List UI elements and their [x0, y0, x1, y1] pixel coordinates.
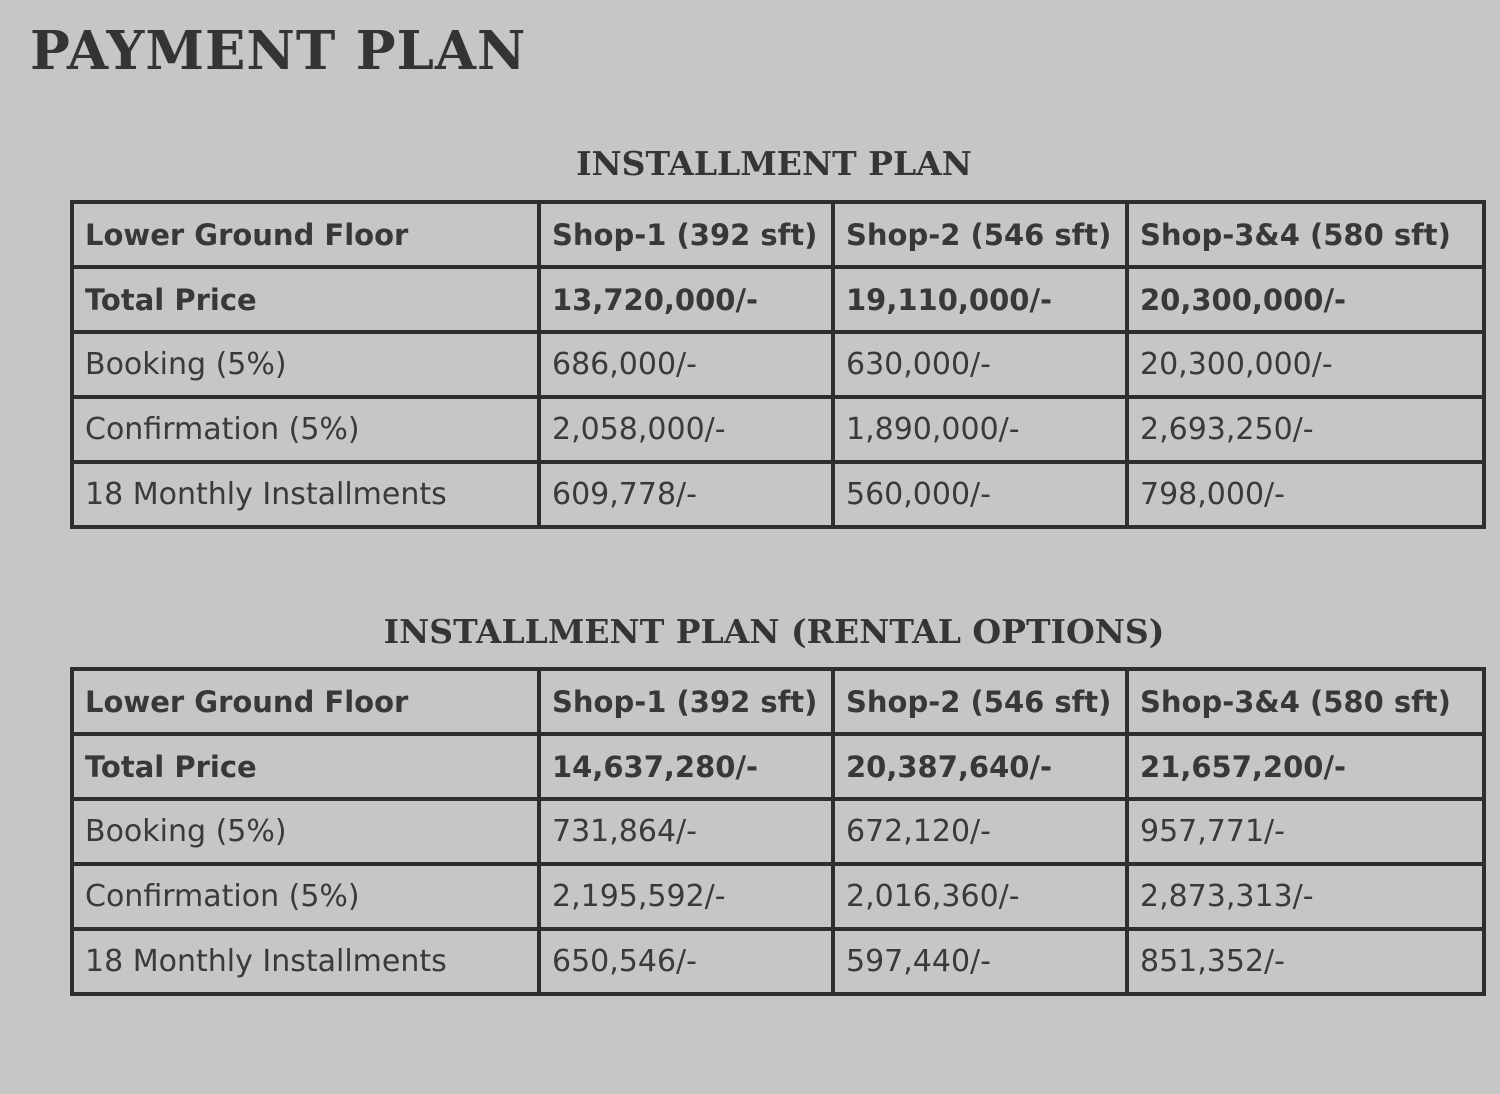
header-cell: Lower Ground Floor: [74, 671, 541, 736]
table-row: [74, 399, 1482, 464]
installment-plan-title: INSTALLMENT PLAN: [576, 144, 972, 183]
table-cell: 14,637,280/-: [541, 736, 835, 801]
rental-plan-title: INSTALLMENT PLAN (RENTAL OPTIONS): [383, 612, 1165, 651]
row-label: Booking (5%): [74, 801, 541, 866]
table-cell: 20,387,640/-: [835, 736, 1129, 801]
row-label: Confirmation (5%): [74, 866, 541, 931]
table-row: [74, 334, 1482, 399]
table-cell: 650,546/-: [541, 931, 835, 992]
table-cell: 672,120/-: [835, 801, 1129, 866]
table-cell: 731,864/-: [541, 801, 835, 866]
header-cell: Shop-2 (546 sft): [835, 204, 1129, 269]
table-cell: 597,440/-: [835, 931, 1129, 992]
row-label: Total Price: [74, 269, 541, 334]
table-row: [74, 736, 1482, 801]
table-cell: 798,000/-: [1140, 477, 1285, 512]
header-cell: Lower Ground Floor: [74, 204, 541, 269]
table-cell: 2,873,313/-: [1129, 866, 1482, 931]
table-cell: 686,000/-: [541, 334, 835, 399]
table-cell: 2,058,000/-: [541, 399, 835, 464]
header-cell: Shop-3&4 (580 sft): [1129, 671, 1482, 736]
table-cell: 957,771/-: [1129, 801, 1482, 866]
table-cell: 2,693,250/-: [1129, 399, 1482, 464]
row-label: 18 Monthly Installments: [74, 464, 541, 525]
row-label: 18 Monthly Installments: [74, 931, 541, 992]
table-cell: 20,300,000/-: [1129, 269, 1482, 334]
table-cell: 2,016,360/-: [835, 866, 1129, 931]
table-row: [74, 866, 1482, 931]
table-header-row: [74, 204, 1482, 269]
table-cell: 13,720,000/-: [541, 269, 835, 334]
table-cell: 21,657,200/-: [1129, 736, 1482, 801]
table-row: [74, 931, 1482, 992]
row-label: Total Price: [74, 736, 541, 801]
table-cell: 560,000/-: [835, 464, 1129, 525]
table-cell: 19,110,000/-: [835, 269, 1129, 334]
row-label: Confirmation (5%): [74, 399, 541, 464]
table-cell: 20,300,000/-: [1129, 334, 1482, 399]
header-cell: Shop-1 (392 sft): [541, 204, 835, 269]
header-cell: Shop-2 (546 sft): [835, 671, 1129, 736]
page-title: PAYMENT PLAN: [30, 20, 527, 82]
table-row: [74, 801, 1482, 866]
installment-plan-table: [70, 200, 1486, 529]
table-cell: 851,352/-: [1140, 944, 1285, 979]
table-row: [74, 269, 1482, 334]
table-cell: 609,778/-: [541, 464, 835, 525]
table-cell: 1,890,000/-: [835, 399, 1129, 464]
rental-plan-table: [70, 667, 1486, 996]
table-row: [74, 464, 1482, 525]
header-cell: Shop-3&4 (580 sft): [1129, 204, 1482, 269]
row-label: Booking (5%): [74, 334, 541, 399]
table-cell: 630,000/-: [835, 334, 1129, 399]
header-cell: Shop-1 (392 sft): [541, 671, 835, 736]
table-header-row: [74, 671, 1482, 736]
table-cell: 2,195,592/-: [541, 866, 835, 931]
